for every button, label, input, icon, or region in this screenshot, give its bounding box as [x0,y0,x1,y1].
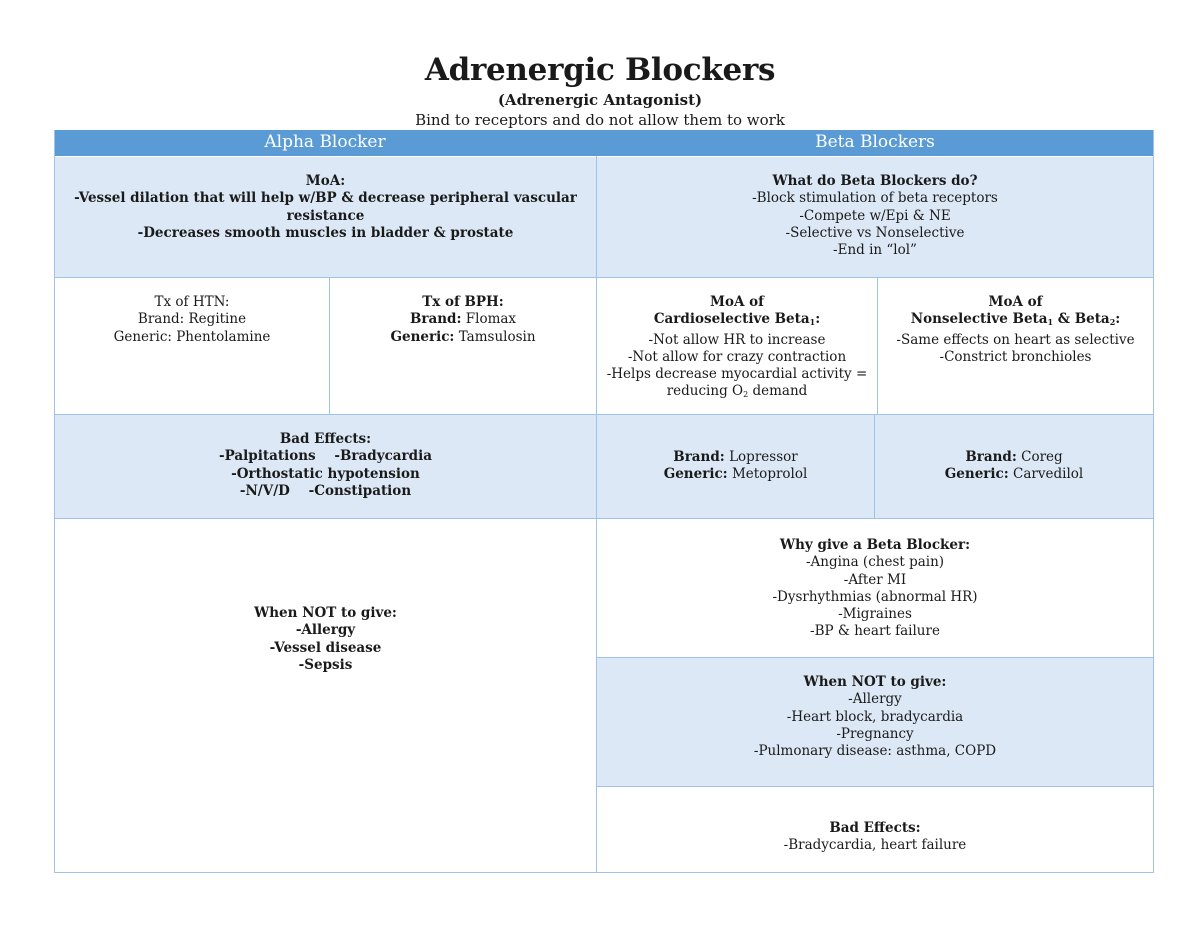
beta-lopressor-cell [597,415,874,518]
alpha-bph-generic-label: Generic: [390,328,455,345]
alpha-htn-brand: Brand: Regitine [137,311,247,328]
beta-cardio-sub: 1 [809,317,816,328]
alpha-when-not-cell [55,519,596,872]
beta-nonsel-item: -Same effects on heart as selective [896,331,1135,348]
alpha-heading [54,130,596,156]
beta-when-not-item: -Heart block, bradycardia [786,708,964,725]
alpha-bph-title: Tx of BPH: [422,294,504,310]
alpha-moa-line2: -Decreases smooth muscles in bladder & prostate [137,224,514,241]
alpha-bph-generic-value: Tamsulosin [454,328,536,345]
beta-what-item: -Block stimulation of beta receptors [752,190,998,207]
beta-coreg-brand-label: Brand: [965,449,1017,465]
beta-why-item: -Migraines [838,606,912,623]
beta-when-not-title: When NOT to give: [803,674,947,690]
beta-nonsel-sub2: 2 [1109,317,1116,328]
table-row-divider [54,414,1154,415]
beta-why-title: Why give a Beta Blocker: [779,537,971,553]
page-title: Adrenergic Blockers [424,52,776,88]
beta-what-cell [597,157,1153,277]
alpha-heading-label: Alpha Blocker [264,132,386,153]
alpha-htn-generic: Generic: Phentolamine [113,328,271,345]
beta-why-cell [597,519,1153,657]
alpha-moa-cell [55,157,596,277]
beta-why-item: -Angina (chest pain) [805,554,945,571]
alpha-bad-effects-cell [55,415,596,518]
beta-coreg-generic-value: Carvedilol [1008,466,1084,483]
beta-nonsel-title2-end: : [1115,311,1121,328]
beta-cardio-item: -Not allow for crazy contraction [627,348,847,365]
beta-why-item: -Dysrhythmias (abnormal HR) [772,588,978,605]
beta-when-not-item: -Pregnancy [836,725,914,742]
alpha-bad-effects-line3: -N/V/D -Constipation [239,482,412,499]
page-subtitle: (Adrenergic Antagonist) [497,91,703,109]
beta-coreg-brand-value: Coreg [1016,449,1063,465]
alpha-when-not-item: -Allergy [295,622,356,639]
beta-bad-effects-line1: -Bradycardia, heart failure [783,837,967,854]
beta-lopressor-brand-value: Lopressor [724,449,798,465]
table-col-divider [877,277,878,415]
beta-nonsel-title1: MoA of [988,294,1043,310]
beta-what-item: -Selective vs Nonselective [785,224,965,241]
beta-coreg-cell [875,415,1153,518]
beta-cardio-item: -Not allow HR to increase [648,331,826,348]
beta-what-title: What do Beta Blockers do? [772,173,978,189]
beta-nonsel-sub1: 1 [1047,317,1054,328]
beta-coreg-generic-label: Generic: [944,466,1009,483]
beta-heading-label: Beta Blockers [815,132,935,153]
beta-what-item: -End in “lol” [833,242,917,259]
beta-bad-effects-title: Bad Effects: [829,820,921,836]
alpha-bph-brand-value: Flomax [461,311,517,328]
beta-nonsel-title2: Nonselective Beta [910,311,1048,328]
beta-lopressor-generic-label: Generic: [663,466,728,483]
beta-heading [596,130,1154,156]
beta-lopressor-brand-label: Brand: [673,449,725,465]
beta-cardio-cell [597,278,877,414]
table-col-divider [874,414,875,519]
beta-cardio-item: reducing O [666,383,744,400]
alpha-when-not-item: -Vessel disease [269,639,382,656]
beta-nonsel-item: -Constrict bronchioles [939,348,1092,365]
page-tagline: Bind to receptors and do not allow them to work [415,111,785,129]
beta-cardio-title2: Cardioselective Beta [653,311,810,328]
alpha-when-not-item: -Sepsis [298,656,353,673]
beta-why-item: -BP & heart failure [810,623,940,640]
table-col-divider [329,277,330,415]
alpha-bad-effects-title: Bad Effects: [279,431,372,447]
beta-bad-effects-cell [597,787,1153,872]
alpha-when-not-title: When NOT to give: [254,605,397,621]
table-divider-center [596,156,597,873]
table-border-right [1153,130,1154,873]
table-row-divider [596,657,1154,658]
beta-nonsel-cell [878,278,1153,414]
alpha-bad-effects-line1: -Palpitations -Bradycardia [219,448,432,465]
table-border-left [54,130,55,873]
alpha-bad-effects-line2: -Orthostatic hypotension [231,465,420,482]
alpha-htn-title: Tx of HTN: [154,294,230,310]
beta-when-not-item: -Allergy [848,691,902,708]
beta-cardio-title1: MoA of [710,294,764,310]
alpha-bph-brand-label: Brand: [409,311,462,328]
beta-why-item: -After MI [843,571,907,588]
table-border-bottom [54,872,1154,873]
beta-what-item: -Compete w/Epi & NE [799,207,951,224]
beta-cardio-o2-end: demand [748,383,808,400]
table-row-divider [54,277,1154,278]
beta-cardio-o2-sub: 2 [743,390,749,400]
beta-when-not-item: -Pulmonary disease: asthma, COPD [753,743,997,760]
alpha-moa-line1: -Vessel dilation that will help w/BP & decrease peripheral vascular resistance [74,190,577,224]
beta-lopressor-generic-value: Metoprolol [727,466,808,483]
alpha-bph-cell [330,278,596,414]
alpha-htn-cell [55,278,329,414]
beta-cardio-title2-end: : [815,311,821,328]
alpha-moa-title: MoA: [305,173,346,189]
table-row-divider [54,518,1154,519]
beta-nonsel-mid: & Beta [1053,311,1110,328]
beta-when-not-cell [597,658,1153,786]
table-row-divider [596,786,1154,787]
beta-cardio-item: -Helps decrease myocardial activity = [606,366,868,383]
